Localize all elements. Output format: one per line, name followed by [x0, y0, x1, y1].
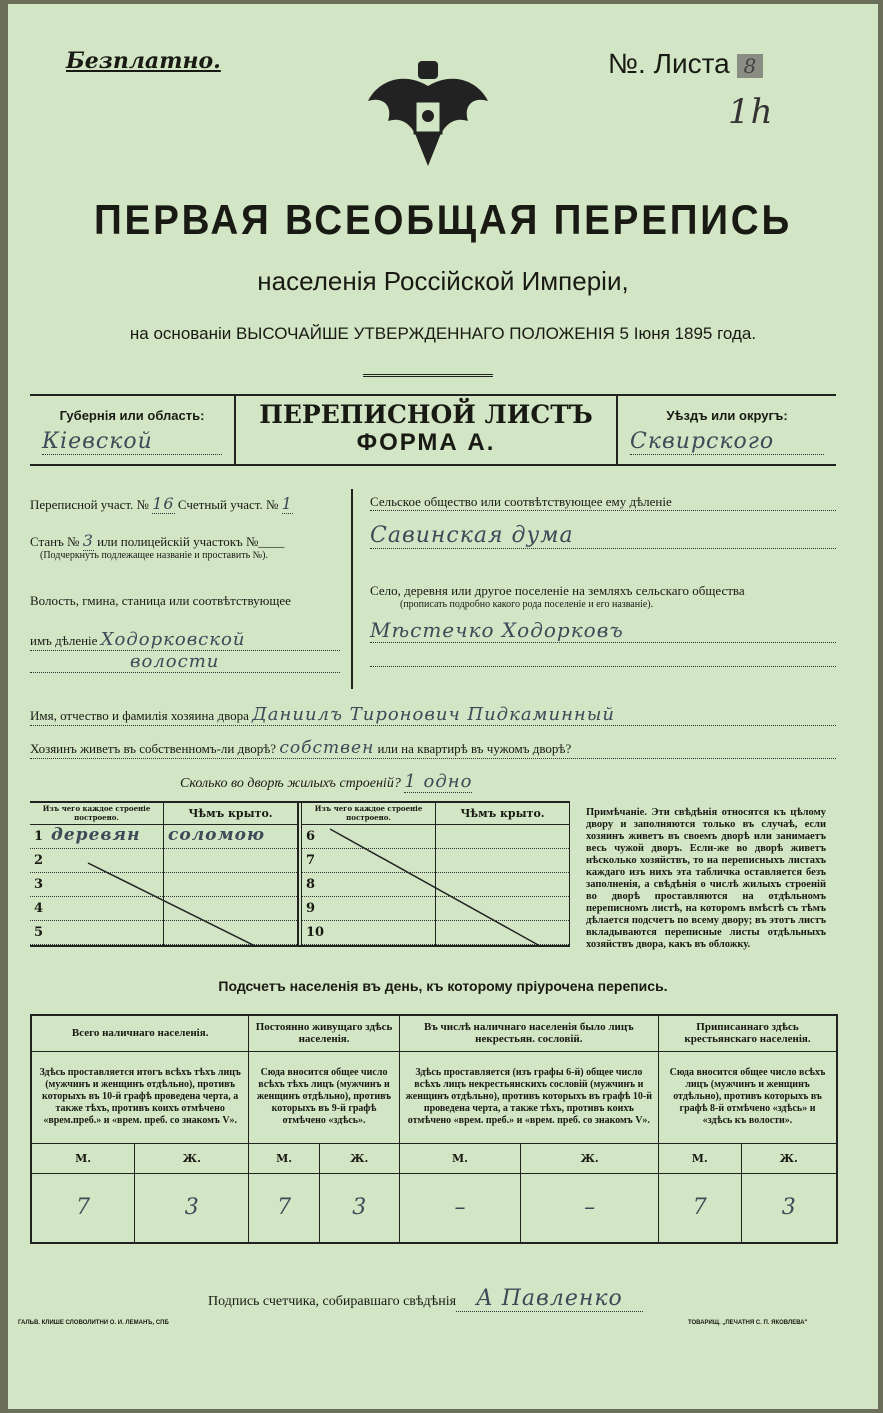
buildings-col-header: Чѣмъ крыто.	[164, 803, 297, 825]
owner-name-line	[30, 704, 836, 726]
residence-line	[30, 738, 836, 759]
row-number: 7	[306, 853, 316, 868]
male-header: М.	[399, 1143, 521, 1173]
stan-line: Станъ № 3 или полицейскій участокъ №____	[30, 531, 285, 550]
count-col-header: Приписаннаго здѣсь крестьянскаго населенія.	[659, 1015, 838, 1051]
form-header-band	[30, 394, 836, 466]
strike-lines	[30, 801, 570, 949]
count-district-label: Счетный участ. №	[177, 497, 279, 512]
male-header: М.	[249, 1143, 319, 1173]
row-number: 2	[34, 853, 44, 868]
stan-label: Станъ №	[30, 534, 80, 549]
male-count: 7	[31, 1173, 135, 1243]
village-label: Село, деревня или другое поселеніе на земляхъ сельскаго общества	[370, 583, 745, 598]
row-number: 4	[34, 901, 44, 916]
coat-of-arms-icon	[363, 56, 493, 171]
sheet-number-caption: №. Листа	[608, 48, 730, 79]
female-header: Ж.	[521, 1143, 659, 1173]
owner-section	[30, 704, 836, 792]
printer-right: ТОВАРИЩ. „ПЕЧАТНЯ С. П. ЯКОВЛЕВА"	[688, 1320, 808, 1326]
count-value-row	[31, 1173, 837, 1243]
row-number: 1	[34, 829, 44, 844]
count-col-desc: Здѣсь проставляется (изъ графы 6-й) общее число всѣхъ лицъ некрестьянскихъ сословій (мужчинъ и женщинъ отдѣльно), противъ которыхъ въ графѣ 10-й проведена черта, а также тѣхъ, противъ коихъ отмѣчено «врем. преб.» и «врем. преб. со знакомъ V».	[399, 1051, 658, 1143]
count-header-row	[31, 1015, 837, 1051]
buildings-note: Примѣчаніе. Эти свѣдѣнія относятся къ цѣлому двору и заполняются только въ случаѣ, если хозяинъ живетъ въ своемъ дворѣ или занимаетъ весь чужой дворъ. Если-же во дворѣ живетъ нѣсколько хозяйствъ, то на переписныхъ листахъ каждаго изъ нихъ эта табличка оставляется безъ заполненія, а свѣдѣнія о числѣ жилыхъ строеній во дворѣ проставляются на отдѣльномъ переписномъ листѣ, на которомъ вмѣстѣ съ тѣмъ дѣлается подсчетъ по всему двору; въ этотъ листъ вкладываются переписные листы отдѣльныхъ хозяйствъ двора, какъ въ обложку.	[586, 807, 826, 950]
column-divider	[351, 489, 353, 689]
signature-line	[208, 1286, 643, 1311]
female-count: 3	[135, 1173, 249, 1243]
buildings-count-line	[180, 771, 836, 792]
ornament-divider	[363, 374, 493, 377]
district-line	[30, 494, 340, 513]
volost-label-2: имъ дѣленіе	[30, 633, 98, 648]
male-count: –	[399, 1173, 521, 1243]
document-title: ПЕРВАЯ ВСЕОБЩАЯ ПЕРЕПИСЬ	[94, 196, 792, 243]
roof-value: соломою	[168, 825, 265, 845]
legal-basis: на основаніи ВЫСОЧАЙШЕ УТВЕРЖДЕННАГО ПОЛОЖЕНІЯ 5 Іюня 1895 года.	[129, 324, 757, 343]
police-district-label: или полицейскій участокъ №	[97, 534, 259, 549]
volost-value: Ходорковской	[100, 629, 246, 650]
male-header: М.	[659, 1143, 742, 1173]
female-count: 3	[741, 1173, 837, 1243]
location-left-column	[30, 494, 340, 673]
buildings-col-header: Изъ чего каждое строеніе построено.	[302, 803, 435, 825]
society-value: Савинская дума	[370, 523, 836, 549]
row-number: 8	[306, 877, 316, 892]
form-title: ПЕРЕПИСНОЙ ЛИСТЪ	[259, 400, 593, 429]
count-sex-row	[31, 1143, 837, 1173]
society-label: Сельское общество или соотвѣтствующее ему дѣленіе	[370, 494, 836, 511]
free-label: Безплатно.	[66, 48, 221, 74]
population-count-table	[30, 1014, 838, 1244]
row-number: 5	[34, 925, 44, 940]
male-count: 7	[659, 1173, 742, 1243]
count-col-header: Постоянно живущаго здѣсь населенія.	[249, 1015, 399, 1051]
owner-name-label: Имя, отчество и фамилія хозяина двора	[30, 708, 249, 723]
signature-label: Подпись счетчика, собиравшаго свѣдѣнія	[208, 1294, 457, 1309]
document-subtitle: населенія Россійской Имперіи,	[257, 266, 629, 296]
owner-name-value: Даниилъ Тиронович Пидкаминный	[252, 704, 616, 725]
village-value: Мѣстечко Ходорковъ	[370, 618, 836, 643]
printer-left: ГАЛЬВ. КЛИШЕ СЛОВОЛИТНИ О. И. ЛЕМАНЪ, СПБ	[18, 1320, 169, 1326]
village-hint: (прописать подробно какого рода поселеніе и его названіе).	[400, 599, 654, 610]
row-number: 10	[306, 925, 325, 940]
count-district-value: 1	[281, 494, 293, 513]
form-type: ФОРМА А.	[356, 429, 496, 456]
volost-value-2: волости	[30, 651, 340, 673]
own-yard-value: собствен	[279, 738, 375, 758]
male-header: М.	[31, 1143, 135, 1173]
buildings-col-header: Чѣмъ крыто.	[436, 803, 569, 825]
row-number: 6	[306, 829, 316, 844]
uezd-label: Уѣздъ или округъ:	[666, 408, 788, 423]
underline-hint: (Подчеркнуть подлежащее названіе и проставить №).	[40, 550, 268, 561]
rented-yard-label: или на квартирѣ въ чужомъ дворѣ?	[377, 741, 572, 756]
census-district-value: 16	[152, 494, 175, 513]
volost-label: Волость, гмина, станица или соотвѣтствующее	[30, 593, 291, 608]
form-title-box	[238, 396, 614, 457]
count-col-desc: Сюда вносится общее число всѣхъ лицъ (мужчинъ и женщинъ отдѣльно), противъ которыхъ въ графѣ 8-й отмѣчено «здѣсь» и «здѣсь къ волости».	[659, 1051, 838, 1143]
material-value: деревян	[51, 825, 141, 845]
enumerator-signature: А Павленко	[456, 1286, 643, 1312]
census-district-label: Переписной участ. №	[30, 497, 149, 512]
buildings-count-label: Сколько во дворѣ жилыхъ строеній?	[180, 776, 401, 791]
male-count: 7	[249, 1173, 319, 1243]
female-header: Ж.	[319, 1143, 399, 1173]
count-col-desc: Сюда вносится общее число всѣхъ тѣхъ лицъ (мужчинъ и женщинъ отдѣльно), противъ которыхъ въ 9-й графѣ отмѣчено «здѣсь».	[249, 1051, 399, 1143]
census-sheet	[8, 4, 878, 1409]
count-title: Подсчетъ населенія въ день, къ которому пріурочена перепись.	[218, 978, 668, 994]
count-col-header: Всего наличнаго населенія.	[31, 1015, 249, 1051]
stan-value: 3	[82, 531, 94, 550]
buildings-count-value: 1 одно	[404, 771, 473, 792]
guberniya-box	[30, 396, 236, 464]
count-description-row	[31, 1051, 837, 1143]
strike-line-right	[330, 829, 540, 946]
sheet-number-label	[608, 48, 763, 80]
own-yard-label: Хозяинъ живетъ въ собственномъ-ли дворѣ?	[30, 741, 277, 756]
uezd-box	[616, 396, 836, 464]
strike-line-left	[88, 863, 255, 946]
guberniya-label: Губернія или область:	[59, 408, 205, 423]
uezd-value: Сквирского	[630, 429, 824, 455]
female-header: Ж.	[741, 1143, 837, 1173]
blank-line	[370, 643, 836, 667]
row-number: 3	[34, 877, 44, 892]
count-col-desc: Здѣсь проставляется итогъ всѣхъ тѣхъ лицъ (мужчинъ и женщинъ отдѣльно), противъ которыхъ въ 10-й графѣ проведена черта, а также тѣхъ, противъ коихъ отмѣчено «врем.преб.» и «врем. преб. со знакомъ V».	[31, 1051, 249, 1143]
location-right-column	[370, 494, 836, 667]
volost-line	[30, 629, 340, 651]
buildings-col-header: Изъ чего каждое строеніе построено.	[30, 803, 163, 825]
female-count: –	[521, 1173, 659, 1243]
female-count: 3	[319, 1173, 399, 1243]
archive-mark: 1h	[728, 92, 774, 132]
count-col-header: Въ числѣ наличнаго населенія было лицъ некрестьян. сословій.	[399, 1015, 658, 1051]
sheet-number: 8	[737, 54, 763, 78]
row-number: 9	[306, 901, 316, 916]
guberniya-value: Кіевской	[42, 429, 222, 455]
female-header: Ж.	[135, 1143, 249, 1173]
